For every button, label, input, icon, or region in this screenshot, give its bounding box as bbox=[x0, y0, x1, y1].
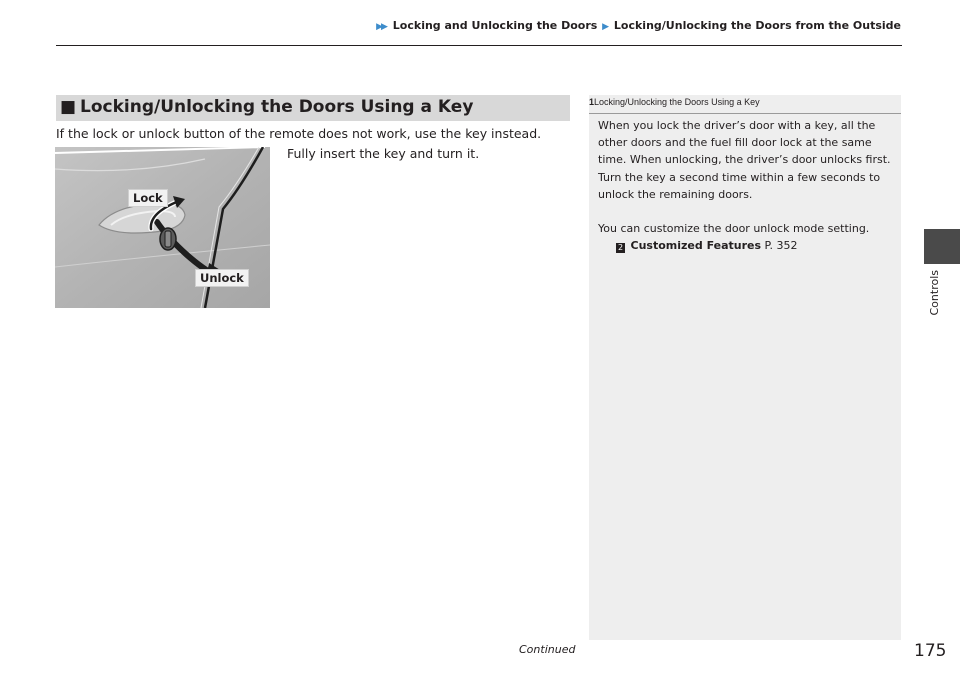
breadcrumb-arrow-icon: ▶ bbox=[376, 22, 384, 32]
cross-reference-page: P. 352 bbox=[764, 239, 798, 253]
cross-reference-title: Customized Features bbox=[630, 239, 762, 253]
chapter-side-label: Controls bbox=[928, 270, 941, 316]
breadcrumb bbox=[0, 19, 901, 32]
note-line: Turn the key a second time within a few seconds to bbox=[598, 170, 881, 184]
breadcrumb-arrow-icon: ▶ bbox=[381, 22, 388, 32]
breadcrumb-arrow-icon: ▶ bbox=[602, 22, 610, 32]
section-heading-bar bbox=[56, 95, 570, 121]
side-note-rule bbox=[589, 113, 901, 114]
note-heading-text: Locking/Unlocking the Doors Using a Key bbox=[594, 97, 760, 107]
intro-paragraph: If the lock or unlock button of the remote does not work, use the key instead. bbox=[56, 126, 542, 141]
breadcrumb-item-1[interactable]: Locking and Unlocking the Doors bbox=[392, 19, 598, 32]
unlock-label: Unlock bbox=[195, 269, 249, 287]
note-customize-line: You can customize the door unlock mode setting. bbox=[598, 222, 870, 236]
door-key-illustration bbox=[55, 147, 270, 308]
breadcrumb-item-2[interactable]: Locking/Unlocking the Doors from the Outside bbox=[613, 19, 901, 32]
side-note-heading bbox=[589, 97, 760, 107]
instruction-step: Fully insert the key and turn it. bbox=[287, 146, 480, 161]
cross-reference-link[interactable] bbox=[598, 237, 896, 254]
section-marker-icon: ■ bbox=[60, 97, 77, 117]
page-number: 175 bbox=[914, 641, 947, 661]
section-title: Locking/Unlocking the Doors Using a Key bbox=[80, 97, 474, 117]
note-line: When you lock the driver’s door with a key, all the bbox=[598, 119, 876, 132]
note-line: unlock the remaining doors. bbox=[598, 187, 753, 201]
chapter-side-tab[interactable] bbox=[924, 229, 960, 264]
side-note-body bbox=[598, 117, 896, 254]
note-ref-number: 1 bbox=[589, 97, 595, 107]
lock-label: Lock bbox=[128, 189, 168, 207]
cross-reference-icon: 2 bbox=[617, 243, 624, 253]
paragraph-gap bbox=[598, 203, 896, 220]
continued-label: Continued bbox=[519, 643, 576, 656]
note-line: other doors and the fuel fill door lock at the same bbox=[598, 136, 872, 150]
note-line: time. When unlocking, the driver’s door unlocks first. bbox=[598, 153, 891, 167]
header-rule bbox=[56, 45, 902, 46]
